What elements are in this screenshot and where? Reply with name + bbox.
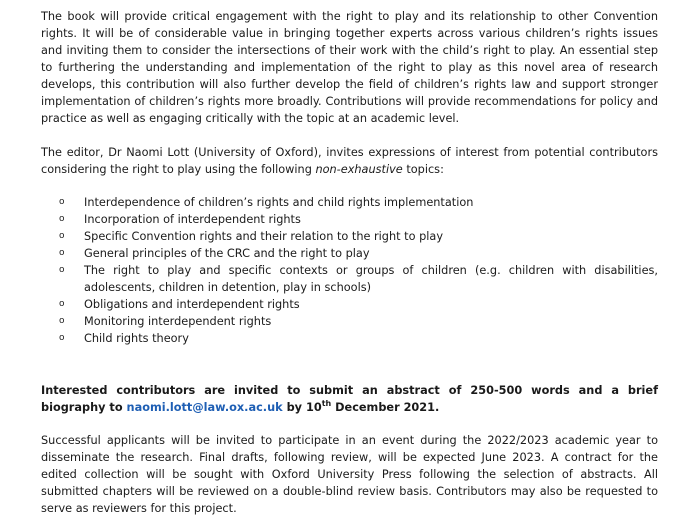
topic-text: General principles of the CRC and the right to play: [84, 247, 370, 260]
document-body: [41, 8, 658, 517]
list-item: [41, 296, 658, 313]
bullet-icon: o: [59, 197, 65, 207]
date-ordinal: th: [321, 399, 332, 409]
list-item: [41, 194, 658, 211]
topic-text: Obligations and interdependent rights: [84, 298, 300, 311]
topic-text: Interdependence of children’s rights and child rights implementation: [84, 196, 474, 209]
bullet-icon: o: [59, 248, 65, 258]
list-item: [41, 330, 658, 347]
topic-text: Specific Convention rights and their relation to the right to play: [84, 230, 444, 243]
call-date-text: December 2021.: [331, 401, 440, 414]
list-item: [41, 228, 658, 245]
bullet-icon: o: [59, 265, 65, 275]
closing-paragraph: Successful applicants will be invited to participate in an event during the 2022/2023 academic year to disseminate the research. Final drafts, following review, will be expected June 2023. A contract for the edited collection will be sought with Oxford University Press following the selection of abstracts. All submitted chapters will be reviewed on a double-blind review basis. Contributors may also be requested to serve as reviewers for this project.: [41, 434, 658, 515]
editor-emphasis: non-exhaustive: [315, 163, 403, 176]
list-item: [41, 262, 658, 296]
list-item: [41, 211, 658, 228]
call-text: Interested contributors are invited to submit an abstract of 250-500 words and a brief biography to: [41, 384, 658, 414]
editor-text: The editor, Dr Naomi Lott (University of Oxford), invites expressions of interest from potential contributors considering the right to play using the following: [41, 146, 658, 176]
editor-paragraph: [41, 144, 658, 178]
topic-text: Monitoring interdependent rights: [84, 315, 272, 328]
bullet-icon: o: [59, 214, 65, 224]
topic-text: The right to play and specific contexts or groups of children (e.g. children with disabilities, adolescents, children in detention, play in schools): [84, 264, 658, 294]
call-by-text: by 10: [282, 401, 322, 414]
list-item: [41, 245, 658, 262]
email-link[interactable]: naomi.lott@law.ox.ac.uk: [126, 401, 283, 414]
call-paragraph: [41, 382, 658, 416]
editor-text-end: topics:: [402, 163, 444, 176]
bullet-icon: o: [59, 299, 65, 309]
bullet-icon: o: [59, 316, 65, 326]
topic-text: Incorporation of interdependent rights: [84, 213, 301, 226]
bullet-icon: o: [59, 333, 65, 343]
topics-list: [41, 194, 658, 347]
topic-text: Child rights theory: [84, 332, 189, 345]
bullet-icon: o: [59, 231, 65, 241]
intro-paragraph: The book will provide critical engagement with the right to play and its relationship to other Convention rights. It will be of considerable value in bringing together experts across various children’s rights issues and inviting them to consider the intersections of their work with the child’s right to play. An essential step to furthering the understanding and implementation of the right to play as this novel area of research develops, this contribution will also further develop the field of children’s rights law and support stronger implementation of children’s rights more broadly. Contributions will provide recommendations for policy and practice as well as engaging critically with the topic at an academic level.: [41, 10, 658, 125]
list-item: [41, 313, 658, 330]
